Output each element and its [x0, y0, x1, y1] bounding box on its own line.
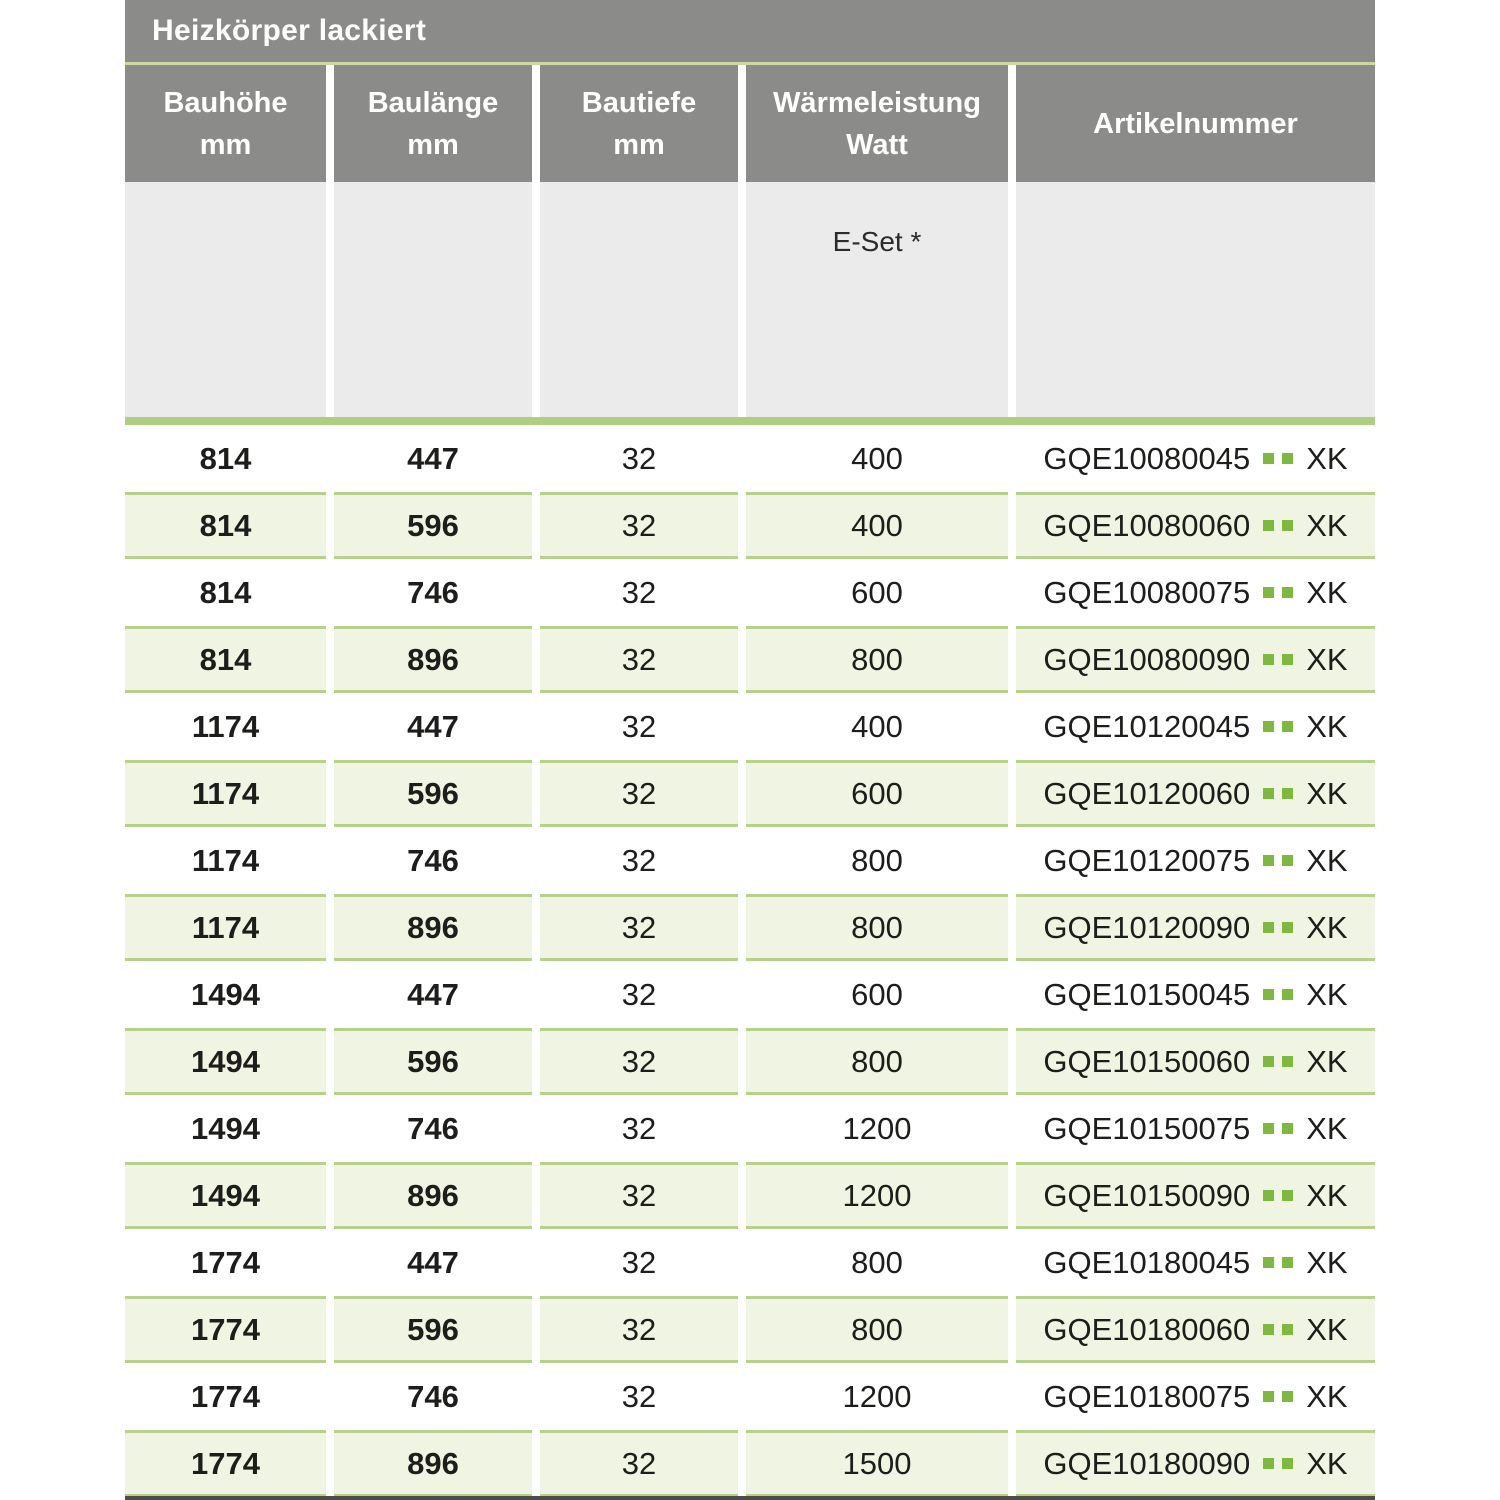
table-title-bar — [125, 0, 1375, 62]
cell-baulaenge: 896 — [334, 894, 532, 961]
artikel-prefix: GQE10150060 — [1043, 1043, 1251, 1079]
table-row — [125, 559, 1375, 626]
artikel-suffix: XK — [1306, 775, 1348, 811]
artikel-prefix: GQE10180045 — [1043, 1244, 1251, 1280]
placeholder-dot-icon — [1263, 1324, 1274, 1335]
placeholder-dot-icon — [1282, 1458, 1293, 1469]
column-header-artikelnummer — [1016, 65, 1375, 182]
cell-watt: 1200 — [746, 1363, 1008, 1430]
subheader-cell-eset — [746, 182, 1008, 417]
column-label: Bautiefe — [581, 86, 697, 119]
cell-artikelnummer — [1016, 1229, 1375, 1296]
cell-baulaenge: 746 — [334, 559, 532, 626]
table-bottom-border — [125, 1496, 1375, 1500]
cell-bauhoehe: 1494 — [125, 1028, 326, 1095]
placeholder-dot-icon — [1263, 453, 1274, 464]
artikel-suffix: XK — [1306, 1311, 1348, 1347]
artikel-prefix: GQE10180075 — [1043, 1378, 1251, 1414]
column-label: Bauhöhe — [163, 86, 288, 119]
cell-artikelnummer — [1016, 961, 1375, 1028]
cell-watt: 400 — [746, 693, 1008, 760]
cell-watt: 800 — [746, 1028, 1008, 1095]
artikel-suffix: XK — [1306, 574, 1348, 610]
cell-artikelnummer — [1016, 760, 1375, 827]
artikel-suffix: XK — [1306, 1378, 1348, 1414]
placeholder-dot-icon — [1263, 1458, 1274, 1469]
cell-bautiefe: 32 — [540, 1162, 738, 1229]
cell-baulaenge: 447 — [334, 1229, 532, 1296]
placeholder-dot-icon — [1282, 1391, 1293, 1402]
artikel-prefix: GQE10120075 — [1043, 842, 1251, 878]
placeholder-dot-icon — [1282, 1257, 1293, 1268]
cell-watt: 1200 — [746, 1095, 1008, 1162]
cell-watt: 600 — [746, 961, 1008, 1028]
cell-bautiefe: 32 — [540, 693, 738, 760]
cell-artikelnummer — [1016, 492, 1375, 559]
header-body-separator — [125, 417, 1375, 425]
placeholder-dot-icon — [1282, 654, 1293, 665]
cell-baulaenge: 596 — [334, 492, 532, 559]
cell-bautiefe: 32 — [540, 760, 738, 827]
column-header-baulaenge — [334, 65, 532, 182]
placeholder-dot-icon — [1263, 788, 1274, 799]
table-header-row — [125, 65, 1375, 182]
column-label: Baulänge — [367, 86, 499, 119]
table-subheader-row — [125, 182, 1375, 417]
table-row — [125, 894, 1375, 961]
artikel-prefix: GQE10180060 — [1043, 1311, 1251, 1347]
cell-watt: 1500 — [746, 1430, 1008, 1497]
cell-bautiefe: 32 — [540, 626, 738, 693]
cell-artikelnummer — [1016, 1095, 1375, 1162]
artikel-prefix: GQE10080075 — [1043, 574, 1251, 610]
placeholder-dot-icon — [1263, 1190, 1274, 1201]
cell-baulaenge: 896 — [334, 1430, 532, 1497]
cell-bauhoehe: 1174 — [125, 760, 326, 827]
cell-bauhoehe: 814 — [125, 626, 326, 693]
cell-baulaenge: 746 — [334, 1363, 532, 1430]
cell-baulaenge: 746 — [334, 1095, 532, 1162]
cell-artikelnummer — [1016, 626, 1375, 693]
placeholder-dot-icon — [1263, 520, 1274, 531]
placeholder-dot-icon — [1282, 587, 1293, 598]
cell-watt: 600 — [746, 559, 1008, 626]
cell-artikelnummer — [1016, 425, 1375, 492]
cell-bauhoehe: 1774 — [125, 1363, 326, 1430]
placeholder-dot-icon — [1282, 788, 1293, 799]
table-row — [125, 626, 1375, 693]
cell-bauhoehe: 1174 — [125, 894, 326, 961]
table-row — [125, 1430, 1375, 1497]
placeholder-dot-icon — [1282, 1056, 1293, 1067]
table-row — [125, 425, 1375, 492]
cell-bautiefe: 32 — [540, 1296, 738, 1363]
cell-watt: 400 — [746, 425, 1008, 492]
placeholder-dot-icon — [1263, 1056, 1274, 1067]
cell-watt: 800 — [746, 1229, 1008, 1296]
placeholder-dot-icon — [1282, 520, 1293, 531]
cell-bautiefe: 32 — [540, 1095, 738, 1162]
cell-bautiefe: 32 — [540, 492, 738, 559]
cell-bauhoehe: 1494 — [125, 961, 326, 1028]
cell-watt: 800 — [746, 626, 1008, 693]
artikel-prefix: GQE10120045 — [1043, 708, 1251, 744]
cell-watt: 400 — [746, 492, 1008, 559]
placeholder-dot-icon — [1263, 1391, 1274, 1402]
table-body — [125, 425, 1375, 1497]
placeholder-dot-icon — [1282, 1324, 1293, 1335]
subheader-cell — [125, 182, 326, 417]
cell-artikelnummer — [1016, 1430, 1375, 1497]
cell-bautiefe: 32 — [540, 894, 738, 961]
cell-baulaenge: 596 — [334, 1296, 532, 1363]
cell-baulaenge: 447 — [334, 961, 532, 1028]
cell-bautiefe: 32 — [540, 961, 738, 1028]
artikel-prefix: GQE10080045 — [1043, 440, 1251, 476]
placeholder-dot-icon — [1282, 989, 1293, 1000]
cell-bauhoehe: 1494 — [125, 1095, 326, 1162]
cell-bautiefe: 32 — [540, 827, 738, 894]
cell-baulaenge: 447 — [334, 693, 532, 760]
cell-bautiefe: 32 — [540, 1028, 738, 1095]
cell-bautiefe: 32 — [540, 1363, 738, 1430]
product-table — [125, 0, 1375, 1497]
table-row — [125, 1229, 1375, 1296]
placeholder-dot-icon — [1282, 922, 1293, 933]
cell-bauhoehe: 814 — [125, 559, 326, 626]
cell-watt: 1200 — [746, 1162, 1008, 1229]
cell-artikelnummer — [1016, 1028, 1375, 1095]
cell-bautiefe: 32 — [540, 425, 738, 492]
cell-bauhoehe: 1174 — [125, 693, 326, 760]
column-header-bautiefe — [540, 65, 738, 182]
cell-artikelnummer — [1016, 894, 1375, 961]
column-label: Artikelnummer — [1093, 107, 1298, 140]
table-row — [125, 1028, 1375, 1095]
cell-artikelnummer — [1016, 1162, 1375, 1229]
artikel-prefix: GQE10120090 — [1043, 909, 1251, 945]
column-unit: Watt — [846, 128, 908, 161]
cell-watt: 600 — [746, 760, 1008, 827]
column-header-bauhoehe — [125, 65, 326, 182]
placeholder-dot-icon — [1263, 654, 1274, 665]
placeholder-dot-icon — [1282, 855, 1293, 866]
column-unit: mm — [407, 128, 459, 161]
cell-artikelnummer — [1016, 1363, 1375, 1430]
cell-bautiefe: 32 — [540, 1229, 738, 1296]
placeholder-dot-icon — [1263, 1123, 1274, 1134]
column-unit: mm — [613, 128, 665, 161]
table-row — [125, 492, 1375, 559]
artikel-prefix: GQE10080090 — [1043, 641, 1251, 677]
cell-bauhoehe: 814 — [125, 425, 326, 492]
placeholder-dot-icon — [1263, 989, 1274, 1000]
cell-artikelnummer — [1016, 693, 1375, 760]
cell-artikelnummer — [1016, 827, 1375, 894]
table-row — [125, 827, 1375, 894]
table-row — [125, 1095, 1375, 1162]
cell-watt: 800 — [746, 827, 1008, 894]
cell-watt: 800 — [746, 894, 1008, 961]
artikel-prefix: GQE10150075 — [1043, 1110, 1251, 1146]
artikel-prefix: GQE10150045 — [1043, 976, 1251, 1012]
placeholder-dot-icon — [1282, 721, 1293, 732]
artikel-suffix: XK — [1306, 641, 1348, 677]
table-row — [125, 760, 1375, 827]
artikel-prefix: GQE10120060 — [1043, 775, 1251, 811]
eset-label: E-Set * — [832, 226, 922, 257]
artikel-suffix: XK — [1306, 1244, 1348, 1280]
table-title: Heizkörper lackiert — [152, 14, 427, 47]
cell-baulaenge: 596 — [334, 1028, 532, 1095]
table-row — [125, 961, 1375, 1028]
cell-artikelnummer — [1016, 1296, 1375, 1363]
cell-baulaenge: 596 — [334, 760, 532, 827]
cell-baulaenge: 896 — [334, 626, 532, 693]
placeholder-dot-icon — [1263, 587, 1274, 598]
table-row — [125, 1296, 1375, 1363]
artikel-suffix: XK — [1306, 1177, 1348, 1213]
cell-bauhoehe: 814 — [125, 492, 326, 559]
column-header-waermeleistung — [746, 65, 1008, 182]
artikel-prefix: GQE10150090 — [1043, 1177, 1251, 1213]
subheader-cell — [540, 182, 738, 417]
placeholder-dot-icon — [1263, 855, 1274, 866]
placeholder-dot-icon — [1282, 1190, 1293, 1201]
artikel-suffix: XK — [1306, 976, 1348, 1012]
cell-baulaenge: 746 — [334, 827, 532, 894]
cell-baulaenge: 896 — [334, 1162, 532, 1229]
cell-artikelnummer — [1016, 559, 1375, 626]
artikel-suffix: XK — [1306, 708, 1348, 744]
table-row — [125, 693, 1375, 760]
subheader-cell — [334, 182, 532, 417]
cell-bauhoehe: 1494 — [125, 1162, 326, 1229]
cell-bauhoehe: 1774 — [125, 1296, 326, 1363]
artikel-suffix: XK — [1306, 507, 1348, 543]
placeholder-dot-icon — [1263, 922, 1274, 933]
artikel-prefix: GQE10180090 — [1043, 1445, 1251, 1481]
artikel-suffix: XK — [1306, 440, 1348, 476]
column-unit: mm — [199, 128, 252, 161]
cell-bauhoehe: 1774 — [125, 1430, 326, 1497]
artikel-suffix: XK — [1306, 1043, 1348, 1079]
placeholder-dot-icon — [1263, 1257, 1274, 1268]
placeholder-dot-icon — [1282, 1123, 1293, 1134]
cell-watt: 800 — [746, 1296, 1008, 1363]
placeholder-dot-icon — [1263, 721, 1274, 732]
placeholder-dot-icon — [1282, 453, 1293, 464]
cell-bautiefe: 32 — [540, 1430, 738, 1497]
cell-bautiefe: 32 — [540, 559, 738, 626]
table-row — [125, 1363, 1375, 1430]
subheader-cell — [1016, 182, 1375, 417]
artikel-prefix: GQE10080060 — [1043, 507, 1251, 543]
cell-bauhoehe: 1774 — [125, 1229, 326, 1296]
artikel-suffix: XK — [1306, 909, 1348, 945]
cell-baulaenge: 447 — [334, 425, 532, 492]
cell-bauhoehe: 1174 — [125, 827, 326, 894]
artikel-suffix: XK — [1306, 1445, 1348, 1481]
artikel-suffix: XK — [1306, 1110, 1348, 1146]
table-row — [125, 1162, 1375, 1229]
column-label: Wärmeleistung — [773, 86, 981, 119]
artikel-suffix: XK — [1306, 842, 1348, 878]
